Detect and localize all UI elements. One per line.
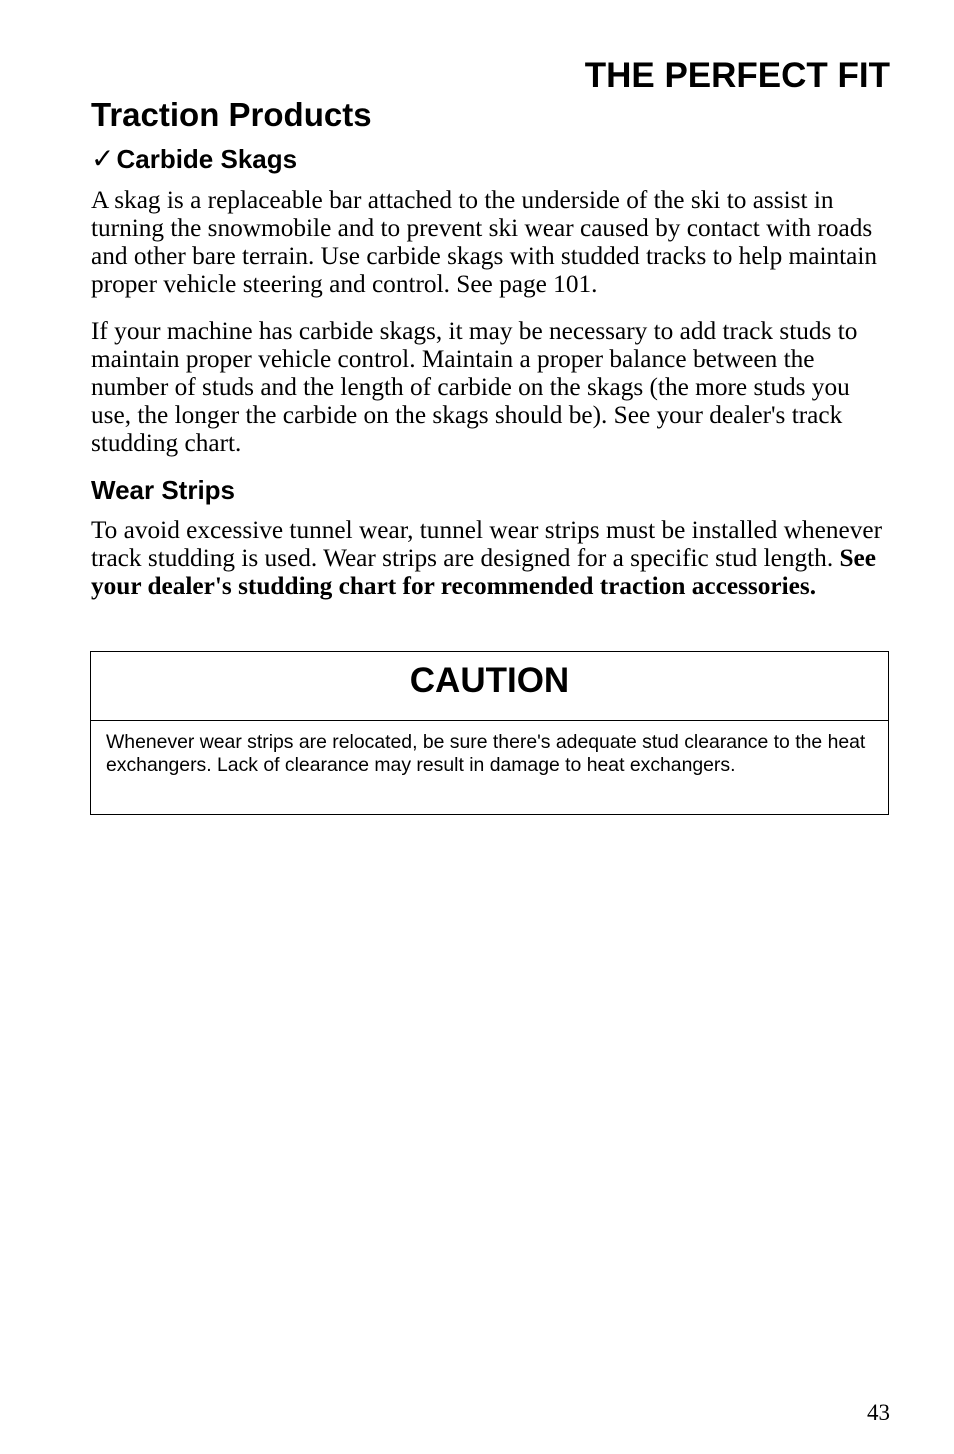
checkmark-icon: ✓	[91, 142, 115, 175]
wear-strips-paragraph-bold: See your dealer's studding chart for recommended traction accessories.	[91, 544, 877, 600]
wear-strips-heading: Wear Strips	[91, 475, 236, 505]
section-title: Traction Products	[91, 96, 372, 133]
wear-strips-paragraph-plain: To avoid excessive tunnel wear, tunnel wear strips must be installed whenever track studding is used. Wear strips are designed for a specific stud length.	[91, 516, 883, 572]
caution-text: Whenever wear strips are relocated, be sure there's adequate stud clearance to the heat exchangers. Lack of clearance may result in damage to heat exchangers.	[106, 731, 866, 776]
caution-box	[90, 651, 889, 815]
carbide-skags-paragraph-2: If your machine has carbide skags, it may be necessary to add track studs to maintain proper vehicle control. Maintain a proper balance between the number of studs and the length of carbide on the skags (the more studs you use, the longer the carbide on the skags should be). See your dealer's track studding chart.	[91, 317, 858, 457]
carbide-skags-heading-text: Carbide Skags	[116, 144, 298, 174]
page-number: 43	[867, 1400, 890, 1425]
caution-title: CAUTION	[91, 652, 888, 721]
carbide-skags-paragraph-1: A skag is a replaceable bar attached to the underside of the ski to assist in turning the snowmobile and to prevent ski wear caused by contact with roads and other bare terrain. Use carbide skags with studded tracks to help maintain proper vehicle steering and control. See page 101.	[91, 186, 878, 298]
wear-strips-paragraph	[91, 516, 891, 600]
chapter-title: THE PERFECT FIT	[584, 56, 890, 95]
carbide-skags-heading	[91, 142, 297, 176]
